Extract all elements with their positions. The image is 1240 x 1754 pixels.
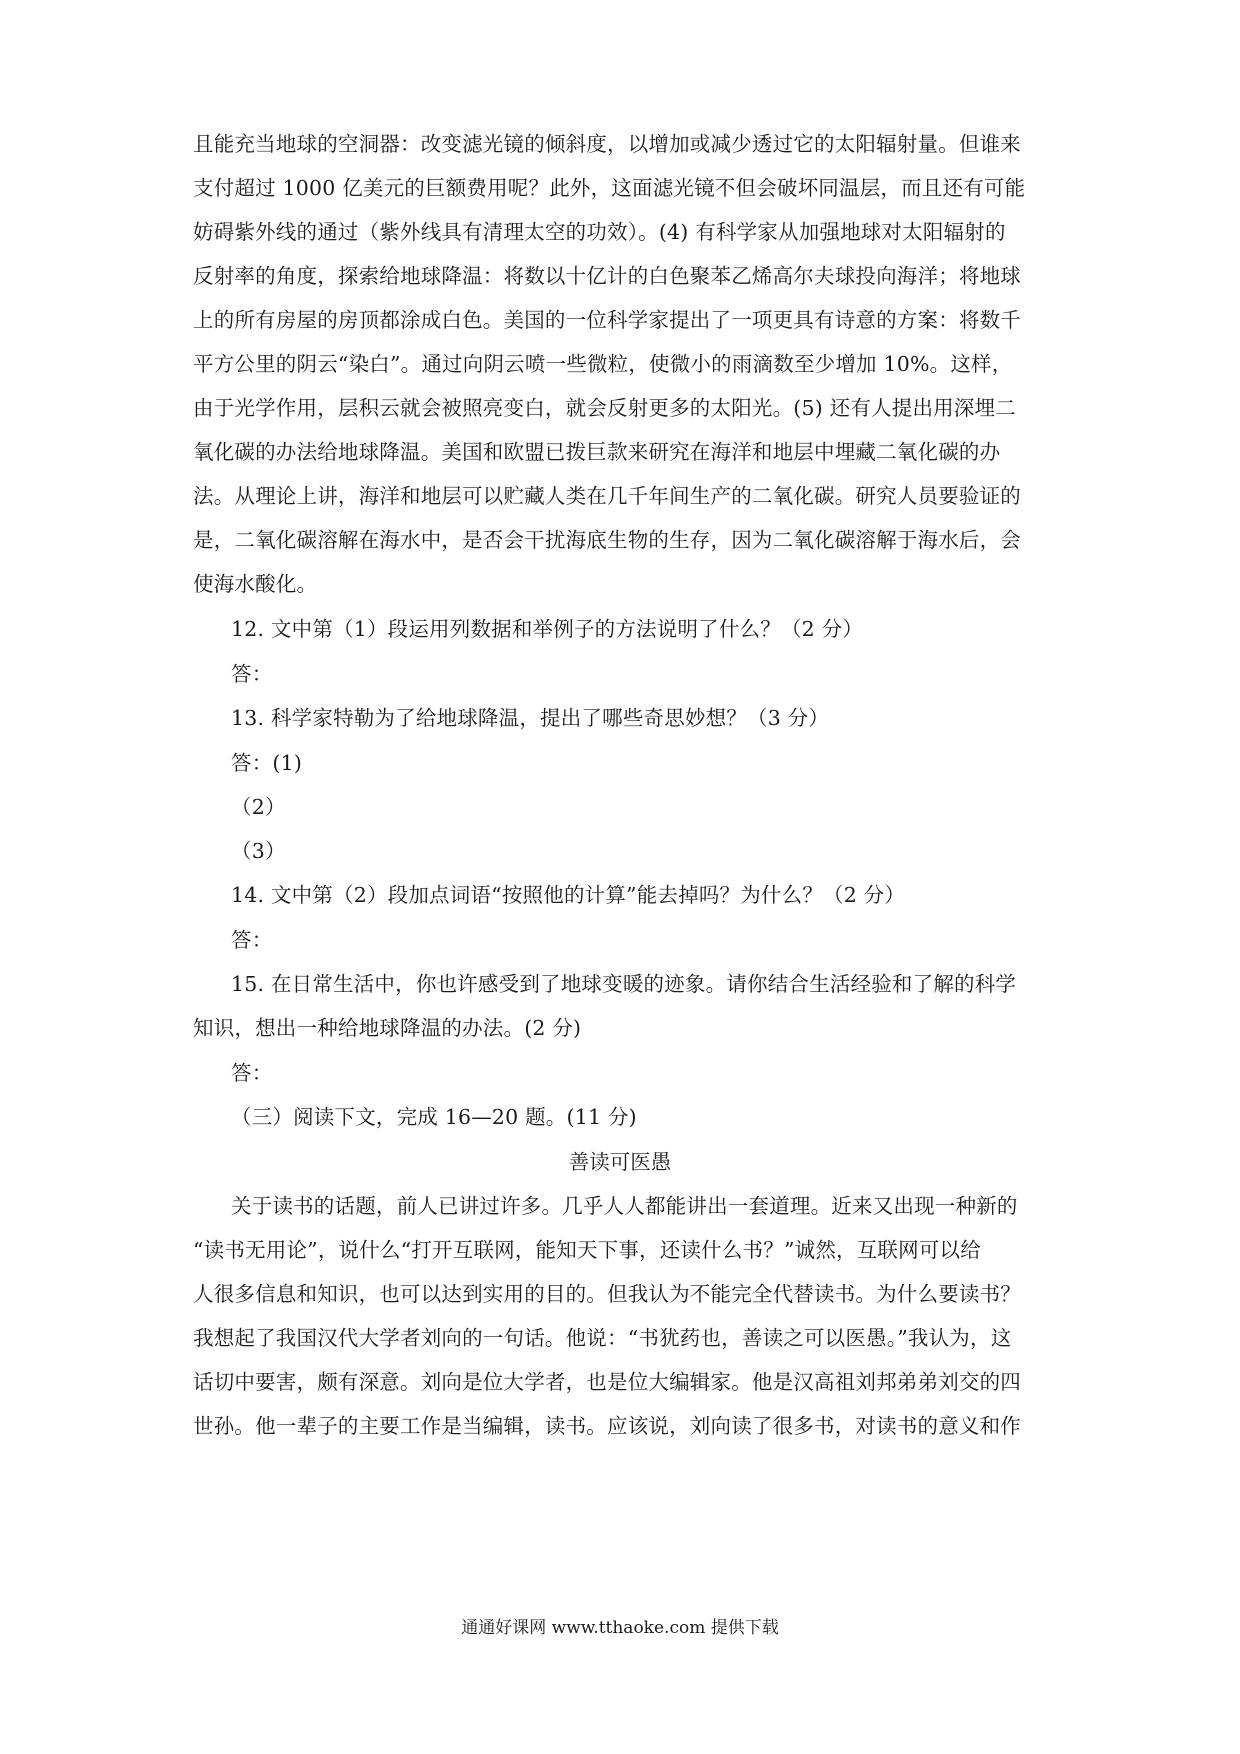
passage-line: 平方公里的阴云“染白”。通过向阴云喷一些微粒，使微小的雨滴数至少增加 10%。这样， [193,352,1013,376]
passage-line: 是，二氧化碳溶解在海水中，是否会干扰海底生物的生存，因为二氧化碳溶解于海水后，会 [193,528,1021,552]
article-line: 话切中要害，颇有深意。刘向是位大学者，也是位大编辑家。他是汉高祖刘邦弟弟刘交的四 [193,1370,1021,1394]
article-line: 人很多信息和知识，也可以达到实用的目的。但我认为不能完全代替读书。为什么要读书？ [193,1282,1021,1306]
question-13-answer-3: （3） [231,839,286,863]
passage-line: 由于光学作用，层积云就会被照亮变白，就会反射更多的太阳光。(5) 还有人提出用深埋二 [193,396,1016,420]
passage-line: 且能充当地球的空洞器：改变滤光镜的倾斜度，以增加或减少透过它的太阳辐射量。但谁来 [193,132,1021,156]
passage-line: 氧化碳的办法给地球降温。美国和欧盟已拨巨款来研究在海洋和地层中埋藏二氧化碳的办 [193,440,1001,464]
question-13-answer-1: 答：(1) [231,751,303,775]
passage-line: 使海水酸化。 [193,572,318,596]
article-line: “读书无用论”，说什么“打开互联网，能知天下事，还读什么书？”诚然，互联网可以给 [193,1238,981,1262]
passage-line: 支付超过 1000 亿美元的巨额费用呢？此外，这面滤光镜不但会破坏同温层，而且还有可能 [193,176,1026,200]
article-title: 善读可医愚 [568,1150,672,1174]
passage-line: 法。从理论上讲，海洋和地层可以贮藏人类在几千年间生产的二氧化碳。研究人员要验证的 [193,484,1021,508]
question-12-answer: 答： [231,662,273,686]
passage-line: 妨碍紫外线的通过（紫外线具有清理太空的功效）。(4) 有科学家从加强地球对太阳辐射的 [193,220,1006,244]
question-13: 13. 科学家特勒为了给地球降温，提出了哪些奇思妙想？（3 分） [231,706,830,730]
article-line: 关于读书的话题，前人已讲过许多。几乎人人都能讲出一套道理。近来又出现一种新的 [231,1194,1018,1218]
question-14-answer: 答： [231,928,273,952]
page-footer: 通通好课网 www.tthaoke.com 提供下载 [461,1618,779,1638]
question-12: 12. 文中第（1）段运用列数据和举例子的方法说明了什么？（2 分） [231,617,864,641]
article-line: 世孙。他一辈子的主要工作是当编辑，读书。应该说，刘向读了很多书，对读书的意义和作 [193,1414,1021,1438]
passage-line: 反射率的角度，探索给地球降温：将数以十亿计的白色聚苯乙烯高尔夫球投向海洋；将地球 [193,264,1021,288]
question-15-continued: 知识，想出一种给地球降温的办法。(2 分) [193,1016,582,1040]
section-heading: （三）阅读下文，完成 16—20 题。(11 分) [231,1105,637,1129]
question-13-answer-2: （2） [231,795,286,819]
question-14: 14. 文中第（2）段加点词语“按照他的计算”能去掉吗？为什么？（2 分） [231,883,906,907]
question-15: 15. 在日常生活中，你也许感受到了地球变暖的迹象。请你结合生活经验和了解的科学 [231,972,1017,996]
article-line: 我想起了我国汉代大学者刘向的一句话。他说：“书犹药也，善读之可以医愚。”我认为，这 [193,1326,1012,1350]
passage-line: 上的所有房屋的房顶都涂成白色。美国的一位科学家提出了一项更具有诗意的方案：将数千 [193,308,1021,332]
question-15-answer: 答： [231,1061,273,1085]
